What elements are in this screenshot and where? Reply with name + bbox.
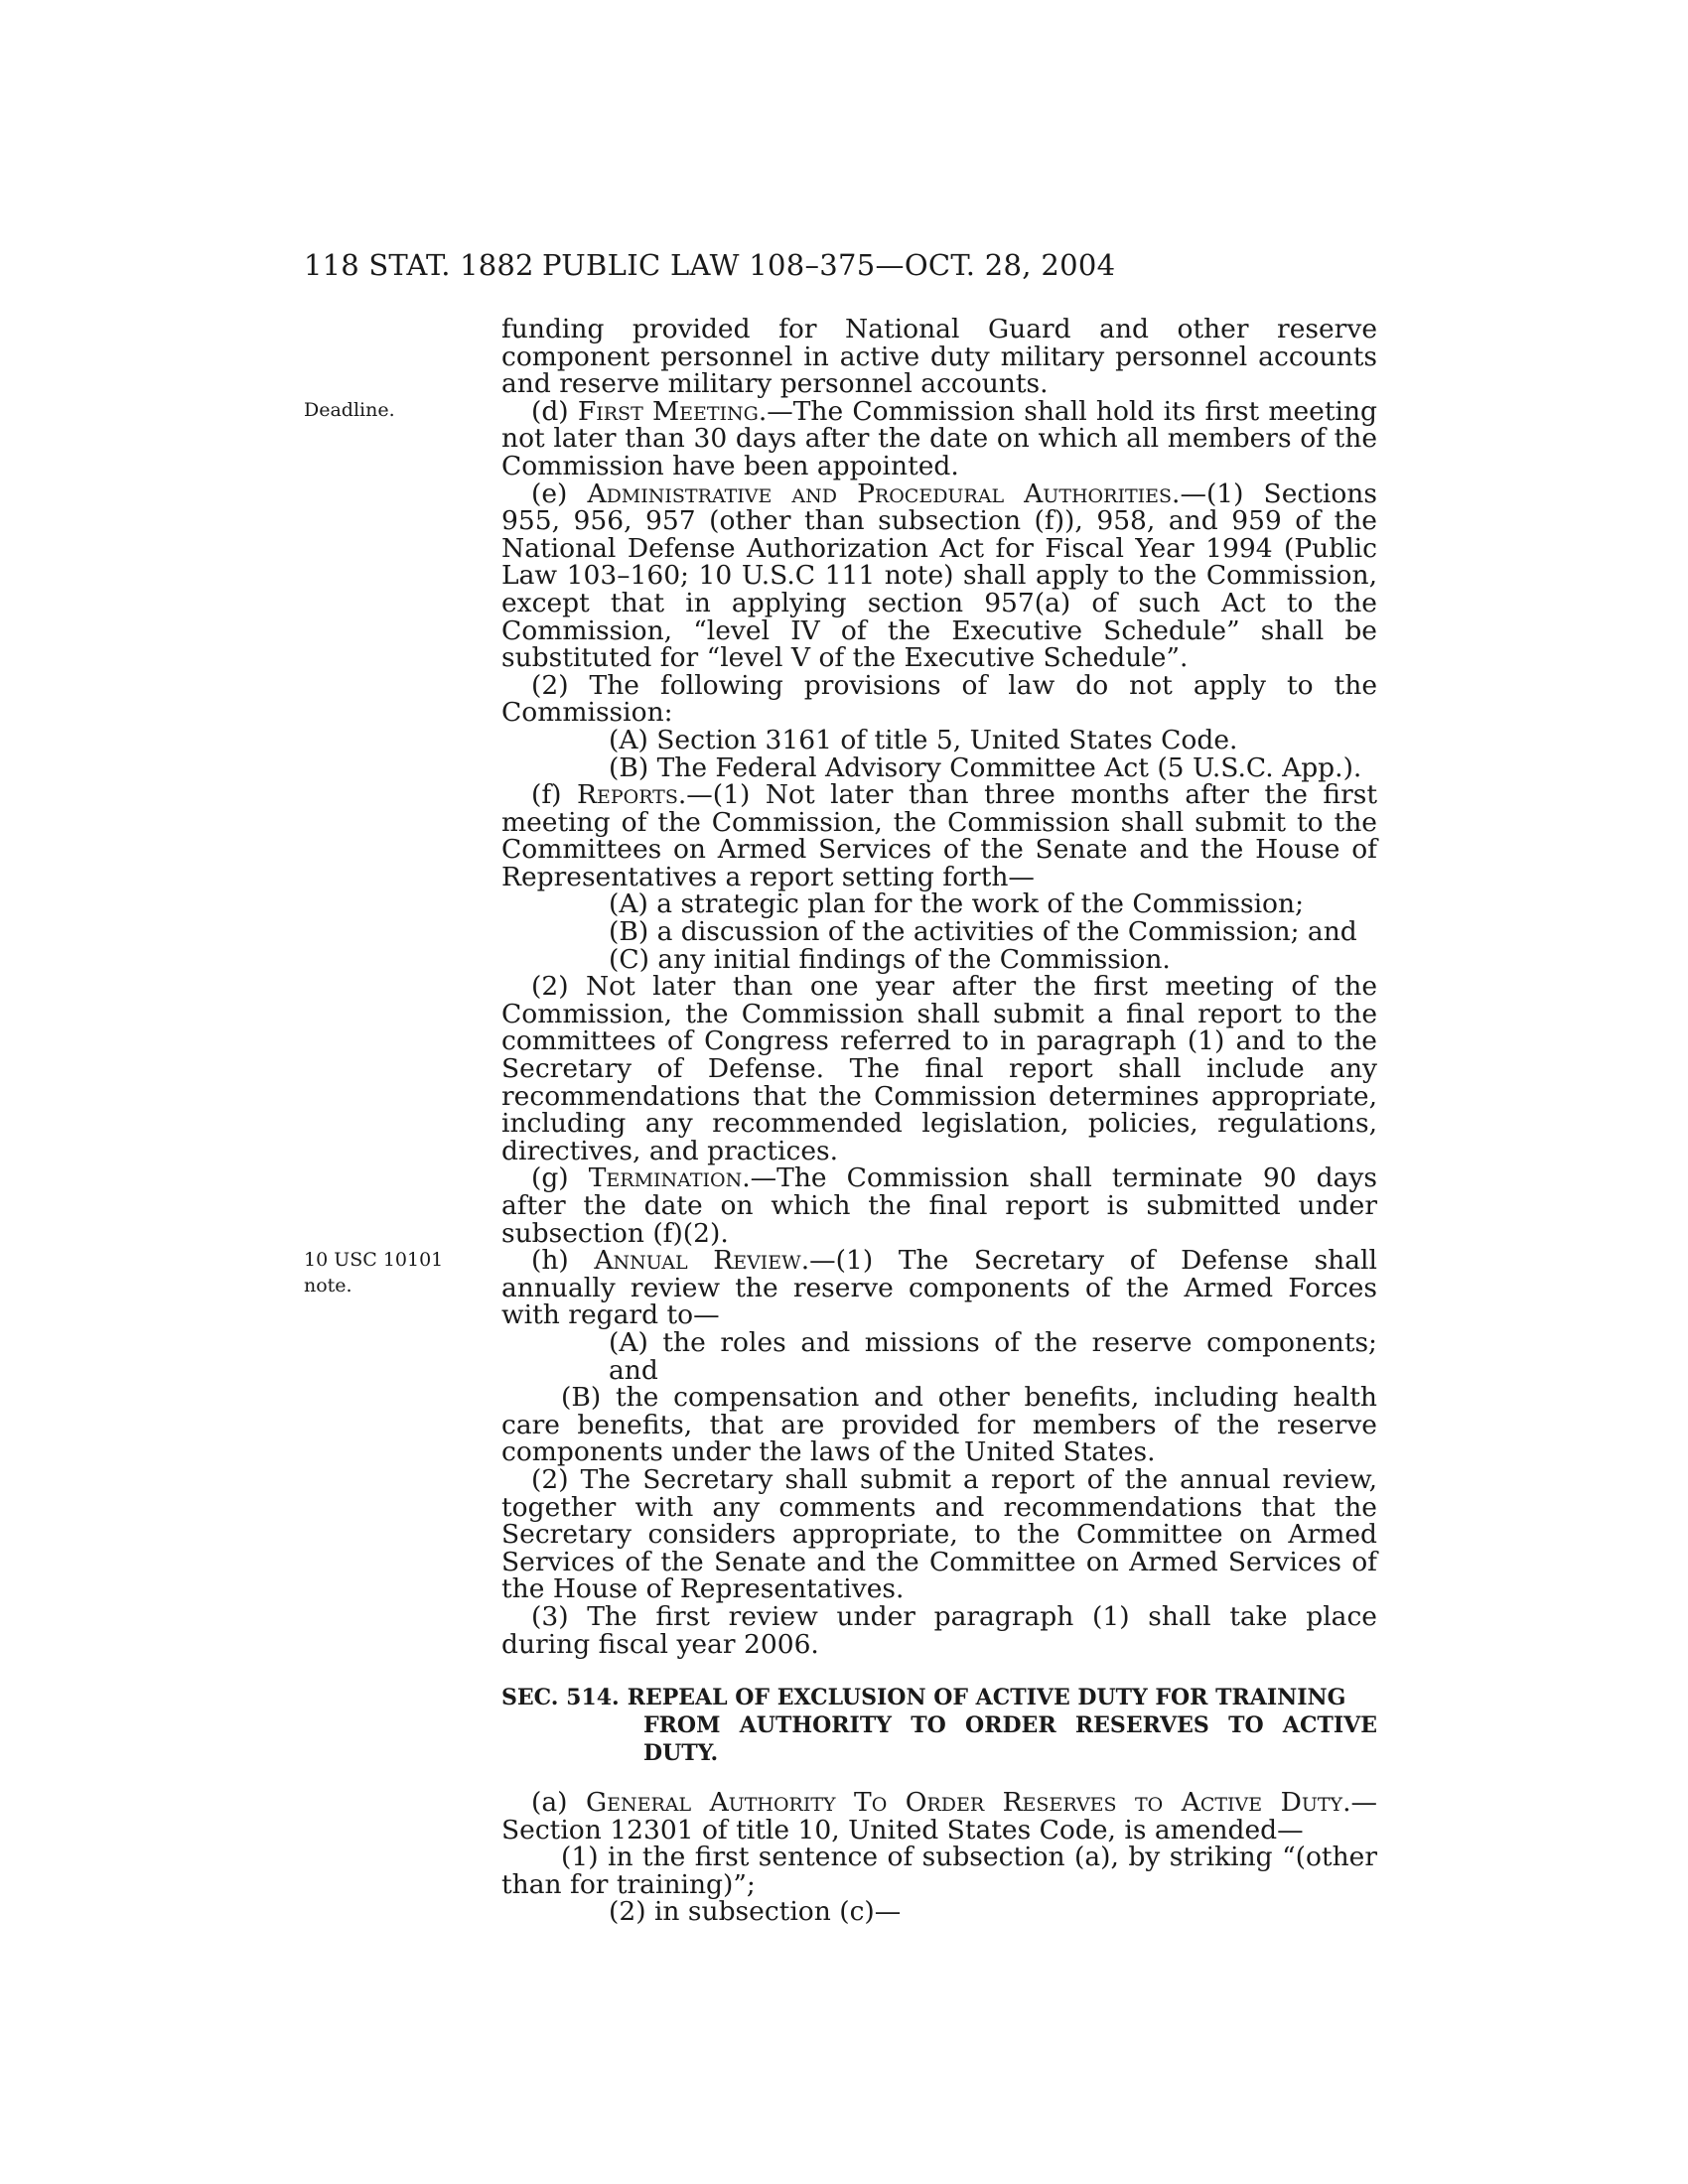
- subsection-e-2-A: (A) Section 3161 of title 5, United States Code.: [609, 724, 1238, 755]
- subsection-e-label: (e): [531, 478, 588, 509]
- section-title-line-2: FROM AUTHORITY TO ORDER RESERVES TO ACTIVE DUTY.: [643, 1712, 1377, 1767]
- subsection-g: [501, 1164, 1377, 1247]
- paragraph-continuation: funding provided for National Guard and other reserve component personnel in active duty military personnel accounts and reserve military personnel accounts.: [501, 314, 1377, 400]
- subsection-h-1-A: (A) the roles and missions of the reserve components; and: [609, 1326, 1377, 1386]
- subsection-a-label: (a): [531, 1787, 586, 1819]
- subsection-f-text: —(1) Not later than three months after the first meeting of the Commission, the Commission shall submit to the Committees on Armed Services of the Senate and the House of Representatives a report setting forth—: [501, 779, 1377, 892]
- subsection-h-paragraph-3: (3) The first review under paragraph (1) shall take place during fiscal year 2006.: [501, 1600, 1377, 1660]
- subsection-a-heading: General Authority To Order Reserves to Active Duty.: [585, 1787, 1351, 1819]
- margin-note-usc-1: 10 USC 10101: [304, 1249, 444, 1271]
- subsection-h-text: —(1) The Secretary of Defense shall annually review the reserve components of the Armed Forces with regard to—: [501, 1245, 1377, 1331]
- statute-page-number: 118 STAT. 1882: [304, 248, 534, 282]
- page-header: [0, 248, 1688, 288]
- margin-note-usc-2: note.: [304, 1275, 352, 1297]
- subsection-h-1-B: (B) the compensation and other benefits, including health care benefits, that are provided for members of the reserve components under the laws of the United States.: [501, 1382, 1377, 1468]
- subsection-e-text: —(1) Sections 955, 956, 957 (other than subsection (f)), 958, and 959 of the National Defense Authorization Act for Fiscal Year 1994 (Public Law 103–160; 10 U.S.C 111 note) shall apply to the Commission, except that in applying section 957(a) of such Act to the Commission, “level IV of the Executive Schedule” shall be substituted for “level V of the Executive Schedule”.: [501, 478, 1377, 674]
- subsection-e: [501, 480, 1377, 672]
- subsection-f-heading: Reports.: [577, 779, 687, 811]
- subsection-f-paragraph-2: (2) Not later than one year after the first meeting of the Commission, the Commission shall submit a final report to the committees of Congress referred to in paragraph (1) and to the Secretary of Defense. The final report shall include any recommendations that the Commission determines appropriate, including any recommended legislation, policies, regulations, directives, and practices.: [501, 971, 1377, 1166]
- subsection-h-label: (h): [531, 1245, 595, 1277]
- subsection-e-2-B: (B) The Federal Advisory Committee Act (5 U.S.C. App.).: [609, 751, 1362, 783]
- subsection-f-1-C: (C) any initial findings of the Commission.: [609, 943, 1171, 975]
- subsection-a-paragraph-2: (2) in subsection (c)—: [609, 1896, 902, 1928]
- subsection-f-1-A: (A) a strategic plan for the work of the Commission;: [609, 888, 1304, 920]
- subsection-h-paragraph-2: (2) The Secretary shall submit a report of the annual review, together with any comments and recommendations that the Secretary considers appropriate, to the Committee on Armed Services of the Senate and the Committee on Armed Services of the House of Representatives.: [501, 1463, 1377, 1605]
- subsection-f: [501, 781, 1377, 890]
- subsection-d: [501, 395, 1377, 481]
- subsection-a: [501, 1789, 1377, 1843]
- subsection-g-label: (g): [531, 1162, 589, 1194]
- section-title-line-1: REPEAL OF EXCLUSION OF ACTIVE DUTY FOR TRAINING: [627, 1685, 1346, 1711]
- section-heading: [501, 1684, 1377, 1767]
- public-law-citation: PUBLIC LAW 108–375—OCT. 28, 2004: [542, 248, 1116, 282]
- document-body: [501, 316, 1377, 1926]
- subsection-a-paragraph-1: (1) in the first sentence of subsection (a), by striking “(other than for training)”;: [501, 1842, 1377, 1900]
- subsection-d-text: —The Commission shall hold its first meeting not later than 30 days after the date on which all members of the Commission have been appointed.: [501, 395, 1377, 481]
- subsection-a-text: —Section 12301 of title 10, United States Code, is amended—: [501, 1787, 1377, 1845]
- subsection-d-heading: First Meeting.: [577, 395, 768, 427]
- margin-note-deadline: Deadline.: [304, 399, 395, 421]
- section-number: SEC. 514.: [501, 1685, 620, 1711]
- subsection-h-heading: Annual Review.: [594, 1245, 810, 1277]
- subsection-h: [501, 1247, 1377, 1329]
- subsection-d-label: (d): [531, 395, 578, 427]
- subsection-e-heading: Administrative and Procedural Authorities.: [587, 478, 1181, 509]
- subsection-e-paragraph-2: (2) The following provisions of law do not apply to the Commission:: [501, 669, 1377, 729]
- subsection-f-label: (f): [531, 779, 578, 811]
- subsection-g-text: —The Commission shall terminate 90 days after the date on which the final report is submitted under subsection (f)(2).: [501, 1162, 1377, 1249]
- subsection-g-heading: Termination.: [588, 1162, 751, 1194]
- subsection-f-1-B: (B) a discussion of the activities of the Commission; and: [609, 916, 1357, 948]
